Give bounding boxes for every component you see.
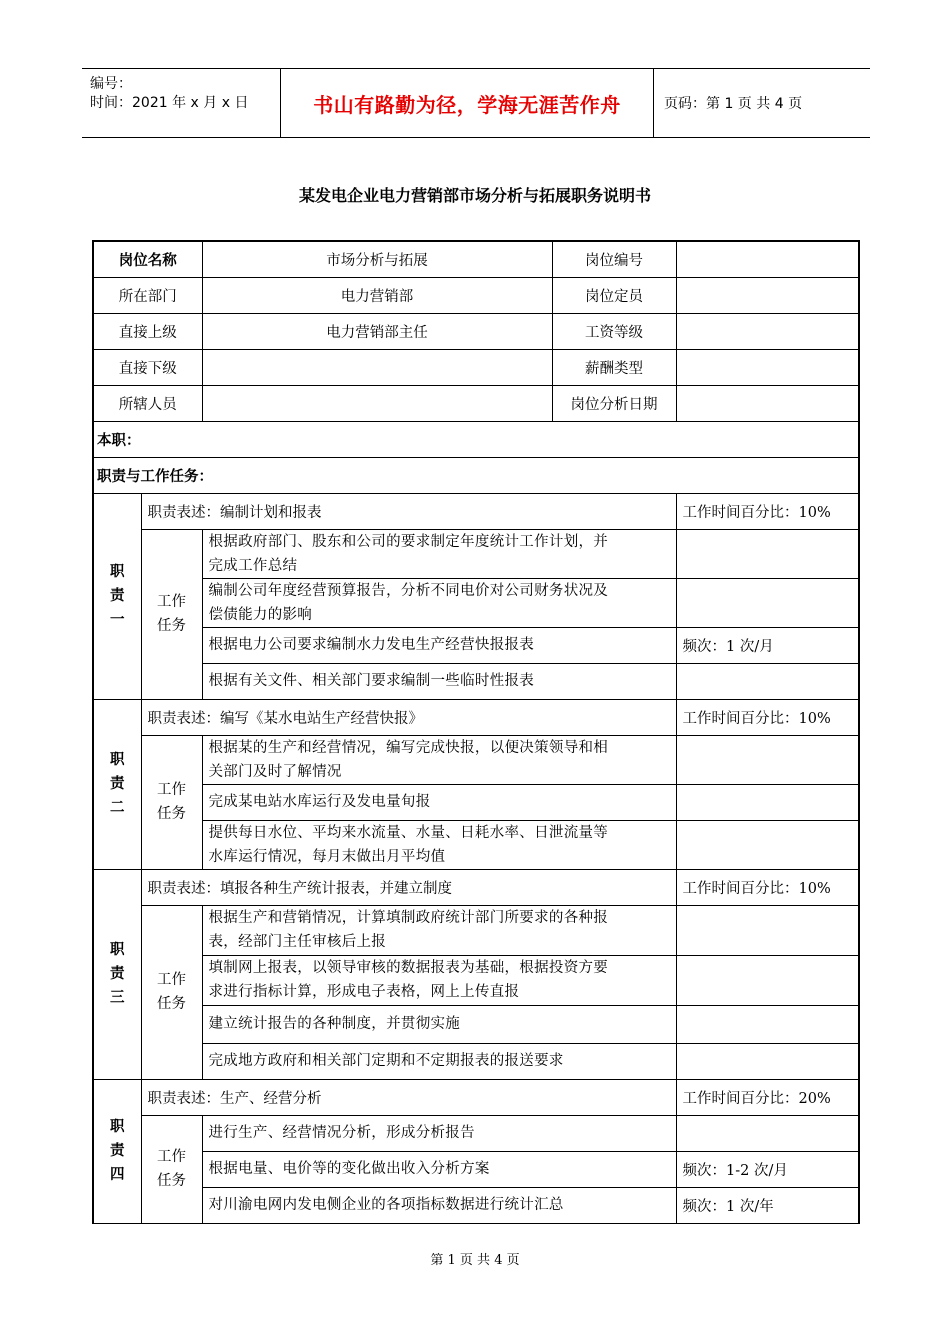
- task-row: [93, 1043, 859, 1079]
- duty-statement: 职责表述：编制计划和报表: [141, 493, 676, 529]
- field-label: 工资等级: [552, 313, 676, 349]
- task-note: [676, 1115, 859, 1151]
- field-value: [202, 385, 552, 421]
- task-text: 进行生产、经营情况分析，形成分析报告: [202, 1115, 676, 1151]
- duty-label: 职 责 四: [93, 1079, 141, 1223]
- task-text: 根据政府部门、股东和公司的要求制定年度统计工作计划，并 完成工作总结: [202, 529, 676, 578]
- field-value: [676, 349, 859, 385]
- task-note: [676, 1043, 859, 1079]
- task-row: [93, 1115, 859, 1151]
- duty-statement-row: [93, 869, 859, 905]
- task-note: 频次：1-2 次/月: [676, 1151, 859, 1187]
- page-header: [82, 68, 870, 138]
- task-text: 根据某的生产和经营情况，编写完成快报，以便决策领导和相 关部门及时了解情况: [202, 735, 676, 784]
- basic-row: [93, 241, 859, 277]
- task-row: [93, 578, 859, 627]
- duty-percent: 工作时间百分比：10%: [676, 493, 859, 529]
- duty-label: 职 责 一: [93, 493, 141, 699]
- duty-percent: 工作时间百分比：10%: [676, 869, 859, 905]
- basic-row: [93, 277, 859, 313]
- page-indicator: 页码：第 1 页 共 4 页: [664, 96, 803, 112]
- field-value: 电力营销部主任: [202, 313, 552, 349]
- task-row: [93, 1151, 859, 1187]
- basic-row: [93, 349, 859, 385]
- task-note: [676, 784, 859, 820]
- duty-label: 职 责 二: [93, 699, 141, 869]
- task-text: 根据生产和营销情况，计算填制政府统计部门所要求的各种报 表，经部门主任审核后上报: [202, 905, 676, 955]
- task-note: [676, 663, 859, 699]
- field-label: 岗位名称: [93, 241, 202, 277]
- header-meta: [90, 75, 248, 113]
- task-row: [93, 735, 859, 784]
- duty-statement: 职责表述：填报各种生产统计报表，并建立制度: [141, 869, 676, 905]
- field-value: 市场分析与拓展: [202, 241, 552, 277]
- task-text: 编制公司年度经营预算报告，分析不同电价对公司财务状况及 偿债能力的影响: [202, 578, 676, 627]
- section-row-duties: [93, 457, 859, 493]
- task-row: [93, 784, 859, 820]
- task-note: [676, 1005, 859, 1043]
- task-row: [93, 1187, 859, 1223]
- task-text: 完成地方政府和相关部门定期和不定期报表的报送要求: [202, 1043, 676, 1079]
- page-footer: 第 1 页 共 4 页: [430, 1253, 520, 1268]
- task-text: 根据有关文件、相关部门要求编制一些临时性报表: [202, 663, 676, 699]
- task-note: 频次：1 次/月: [676, 627, 859, 663]
- field-value: [676, 277, 859, 313]
- section-duties-title: 职责与工作任务：: [93, 457, 859, 493]
- field-label: 岗位分析日期: [552, 385, 676, 421]
- field-value: [202, 349, 552, 385]
- task-row: [93, 820, 859, 869]
- work-task-label: 工作 任务: [141, 529, 202, 699]
- task-row: [93, 627, 859, 663]
- field-label: 直接上级: [93, 313, 202, 349]
- duty-statement: 职责表述：编写《某水电站生产经营快报》: [141, 699, 676, 735]
- field-value: 电力营销部: [202, 277, 552, 313]
- task-note: [676, 955, 859, 1005]
- field-value: [676, 385, 859, 421]
- task-note: [676, 820, 859, 869]
- work-task-label: 工作 任务: [141, 1115, 202, 1223]
- basic-row: [93, 313, 859, 349]
- section-benzhi: 本职：: [93, 421, 859, 457]
- task-note: 频次：1 次/年: [676, 1187, 859, 1223]
- duty-statement-row: [93, 1079, 859, 1115]
- document-title: 某发电企业电力营销部市场分析与拓展职务说明书: [298, 186, 651, 205]
- field-label: 薪酬类型: [552, 349, 676, 385]
- field-label: 直接下级: [93, 349, 202, 385]
- duty-percent: 工作时间百分比：10%: [676, 699, 859, 735]
- task-row: [93, 905, 859, 955]
- job-description-form: [92, 240, 860, 1224]
- task-row: [93, 1005, 859, 1043]
- document-time: 时间：2021 年 x 月 x 日: [90, 95, 249, 111]
- duty-statement-row: [93, 699, 859, 735]
- duty-statement-row: [93, 493, 859, 529]
- task-row: [93, 663, 859, 699]
- task-text: 完成某电站水库运行及发电量旬报: [202, 784, 676, 820]
- field-label: 所在部门: [93, 277, 202, 313]
- task-text: 根据电量、电价等的变化做出收入分析方案: [202, 1151, 676, 1187]
- header-motto-box: [280, 69, 654, 137]
- task-note: [676, 529, 859, 578]
- task-text: 提供每日水位、平均来水流量、水量、日耗水率、日泄流量等 水库运行情况，每月末做出月平均值: [202, 820, 676, 869]
- field-value: [676, 241, 859, 277]
- header-motto: 书山有路勤为径，学海无涯苦作舟: [313, 92, 621, 117]
- work-task-label: 工作 任务: [141, 905, 202, 1079]
- task-text: 对川渝电网内发电侧企业的各项指标数据进行统计汇总: [202, 1187, 676, 1223]
- field-label: 所辖人员: [93, 385, 202, 421]
- duty-statement: 职责表述：生产、经营分析: [141, 1079, 676, 1115]
- task-text: 填制网上报表，以领导审核的数据报表为基础，根据投资方要 求进行指标计算，形成电子表格，网上上传直报: [202, 955, 676, 1005]
- field-label: 岗位编号: [552, 241, 676, 277]
- basic-row: [93, 385, 859, 421]
- document-number: 编号：: [90, 76, 132, 92]
- field-label: 岗位定员: [552, 277, 676, 313]
- task-note: [676, 905, 859, 955]
- task-text: 根据电力公司要求编制水力发电生产经营快报报表: [202, 627, 676, 663]
- field-value: [676, 313, 859, 349]
- task-row: [93, 955, 859, 1005]
- section-row-benzhi: [93, 421, 859, 457]
- duty-label: 职 责 三: [93, 869, 141, 1079]
- work-task-label: 工作 任务: [141, 735, 202, 869]
- task-note: [676, 735, 859, 784]
- duty-percent: 工作时间百分比：20%: [676, 1079, 859, 1115]
- task-note: [676, 578, 859, 627]
- task-row: [93, 529, 859, 578]
- task-text: 建立统计报告的各种制度，并贯彻实施: [202, 1005, 676, 1043]
